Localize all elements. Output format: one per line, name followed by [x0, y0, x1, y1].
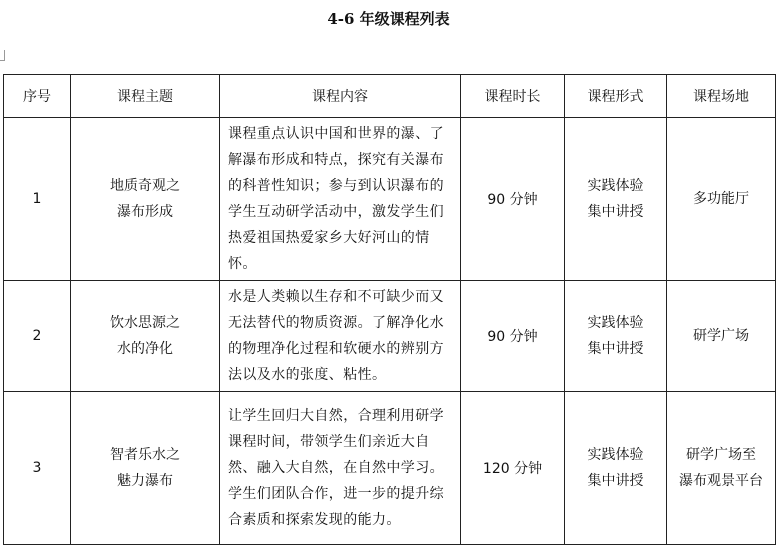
form-line: 集中讲授 [587, 204, 644, 220]
cell-content: 让学生回归大自然，合理利用研学课程时间，带领学生们亲近大自然、融入大自然，在自然中学习。学生们团队合作，进一步的提升综合素质和探索发现的能力。 [220, 392, 461, 545]
cell-form [565, 392, 667, 545]
cell-index: 3 [4, 392, 71, 545]
cell-index: 1 [4, 118, 71, 281]
cell-topic [71, 118, 220, 281]
course-table [3, 74, 776, 545]
header-duration: 课程时长 [461, 75, 565, 118]
topic-line: 瀑布形成 [117, 204, 173, 220]
header-content: 课程内容 [220, 75, 461, 118]
cell-form [565, 118, 667, 281]
table-row [4, 118, 776, 281]
cell-duration: 90 分钟 [461, 118, 565, 281]
page-title: 4-6 年级课程列表 [327, 10, 450, 28]
venue-line: 研学广场至 [686, 447, 756, 463]
topic-line: 水的净化 [117, 341, 173, 357]
header-form: 课程形式 [565, 75, 667, 118]
cell-topic [71, 392, 220, 545]
cell-content: 水是人类赖以生存和不可缺少而又无法替代的物质资源。了解净化水的物理净化过程和软硬水的辨别方法以及水的张度、粘性。 [220, 281, 461, 392]
topic-line: 智者乐水之 [110, 447, 180, 463]
cell-venue [667, 118, 776, 281]
header-topic: 课程主题 [71, 75, 220, 118]
form-line: 实践体验 [587, 315, 644, 331]
venue-line: 研学广场 [693, 328, 749, 344]
form-line: 集中讲授 [587, 473, 644, 489]
header-row [4, 75, 776, 118]
venue-line: 多功能厅 [693, 191, 749, 207]
cell-content: 课程重点认识中国和世界的瀑、了解瀑布形成和特点，探究有关瀑布的科普性知识；参与到认识瀑布的学生互动研学活动中，激发学生们热爱祖国热爱家乡大好河山的情怀。 [220, 118, 461, 281]
cell-form [565, 281, 667, 392]
cell-venue [667, 281, 776, 392]
form-line: 实践体验 [587, 447, 644, 463]
table-row [4, 392, 776, 545]
form-line: 实践体验 [587, 178, 644, 194]
topic-line: 地质奇观之 [110, 178, 180, 194]
table-row [4, 281, 776, 392]
cell-duration: 120 分钟 [461, 392, 565, 545]
topic-line: 饮水思源之 [110, 315, 180, 331]
topic-line: 魅力瀑布 [117, 473, 173, 489]
header-index: 序号 [4, 75, 71, 118]
venue-line: 瀑布观景平台 [679, 473, 763, 489]
form-line: 集中讲授 [587, 341, 644, 357]
cell-duration: 90 分钟 [461, 281, 565, 392]
cell-venue [667, 392, 776, 545]
cell-index: 2 [4, 281, 71, 392]
header-venue: 课程场地 [667, 75, 776, 118]
table-anchor-mark [0, 50, 5, 61]
cell-topic [71, 281, 220, 392]
